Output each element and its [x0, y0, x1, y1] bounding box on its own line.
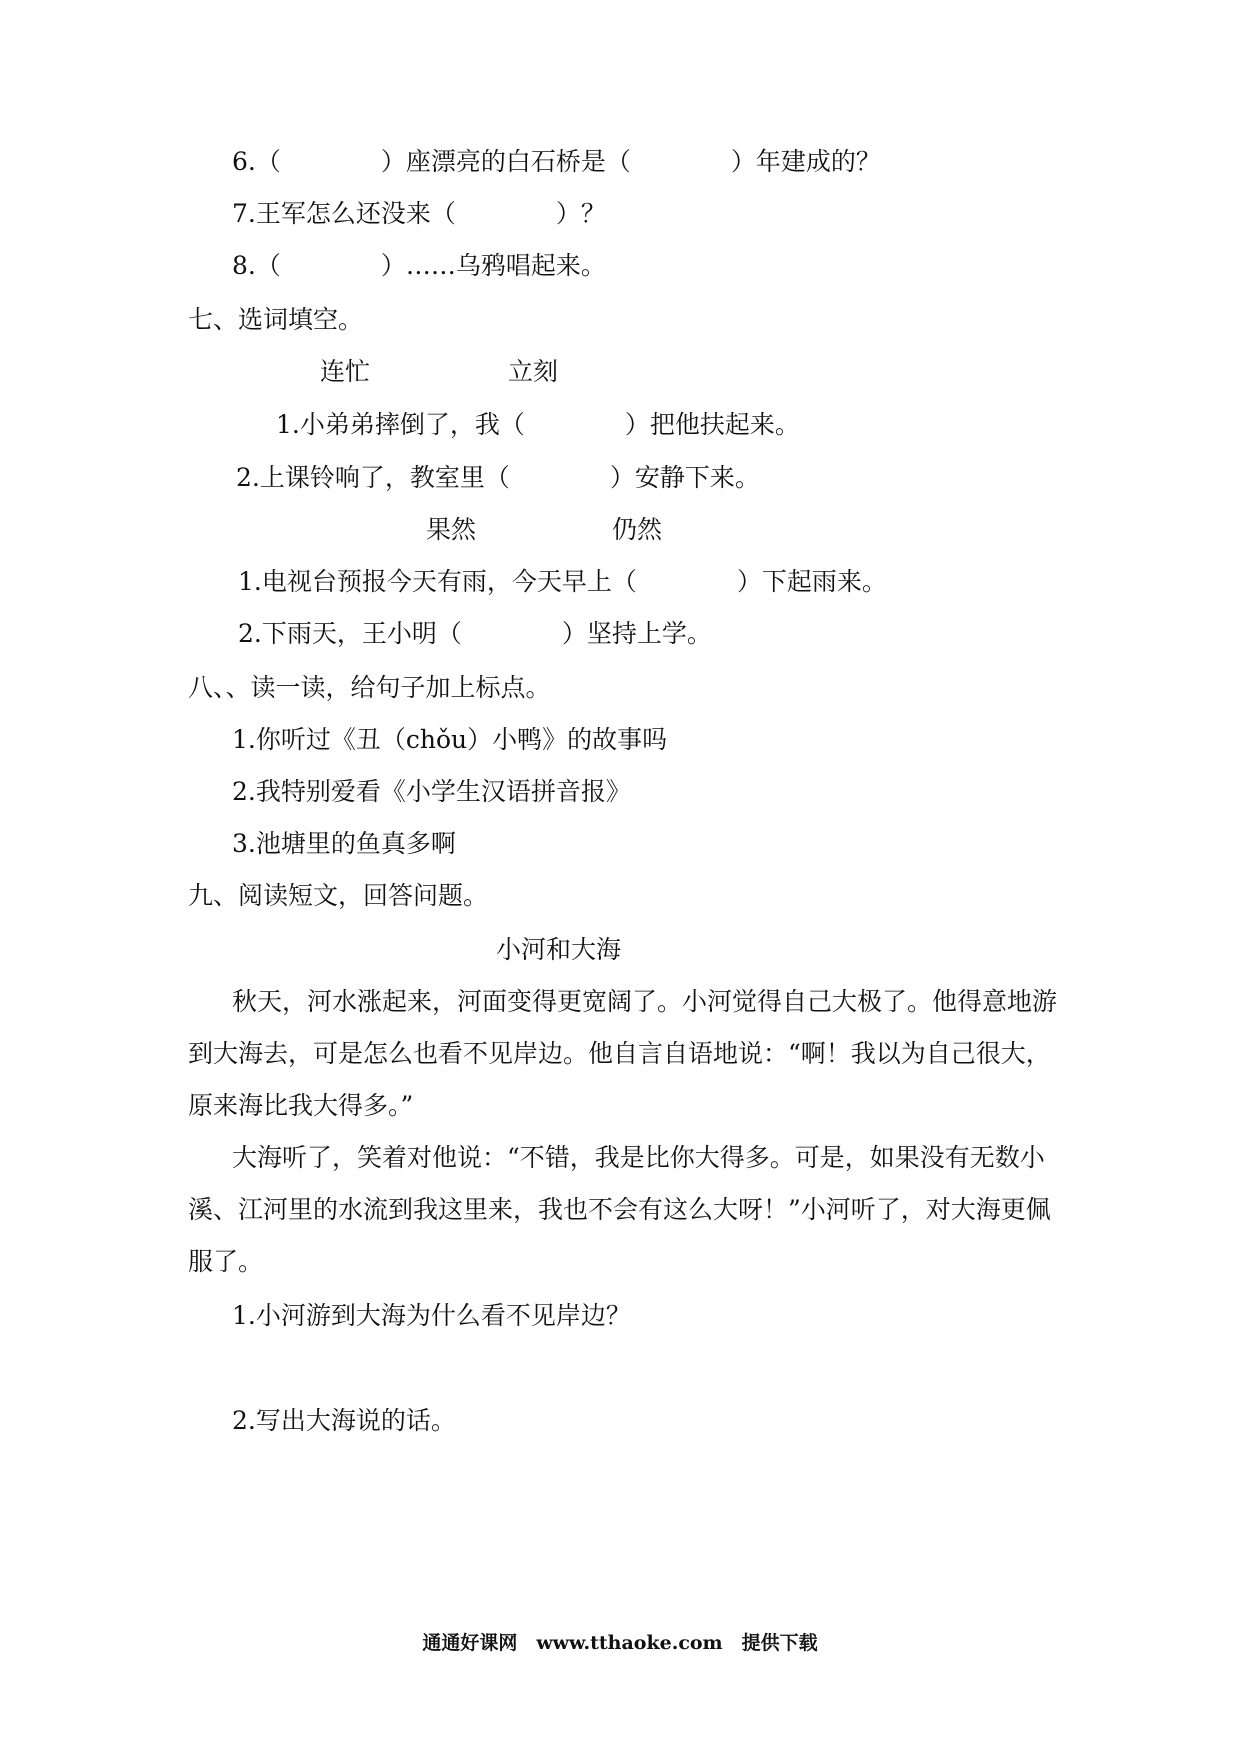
s8-item-3: 3.池塘里的鱼真多啊	[232, 829, 456, 858]
para2-line-1: 大海听了，笑着对他说：“不错，我是比你大得多。可是，如果没有无数小	[232, 1143, 1045, 1172]
s7-word-rengran: 仍然	[612, 515, 663, 544]
s9-question-2: 2.写出大海说的话。	[232, 1406, 456, 1435]
s7-g2-item-1: 1.电视台预报今天有雨，今天早上（ ）下起雨来。	[238, 567, 887, 596]
s8-item-2: 2.我特别爱看《小学生汉语拼音报》	[232, 777, 631, 806]
s7-word-like: 立刻	[508, 357, 559, 386]
footer-download-note: 通通好课网 www.tthaoke.com 提供下载	[422, 1632, 818, 1654]
s7-word-lianmang: 连忙	[320, 357, 371, 386]
section8-title: 八、、读一读，给句子加上标点。	[188, 673, 551, 702]
story-title: 小河和大海	[496, 935, 622, 964]
s7-g2-item-2: 2.下雨天，王小明（ ）坚持上学。	[238, 619, 712, 648]
section7-title: 七、选词填空。	[188, 305, 364, 334]
para1-line-2: 到大海去，可是怎么也看不见岸边。他自言自语地说：“啊！我以为自己很大，	[188, 1039, 1051, 1068]
s9-question-1: 1.小河游到大海为什么看不见岸边？	[232, 1301, 631, 1330]
s6-item-7: 7.王军怎么还没来（ ）？	[232, 199, 606, 228]
section9-title: 九、阅读短文，回答问题。	[188, 881, 489, 910]
s6-item-6: 6.（ ）座漂亮的白石桥是（ ）年建成的？	[232, 147, 881, 176]
para1-line-3: 原来海比我大得多。”	[188, 1091, 414, 1120]
para2-line-3: 服了。	[188, 1247, 264, 1276]
s7-g1-item-2: 2.上课铃响了，教室里（ ）安静下来。	[236, 463, 760, 492]
para2-line-2: 溪、江河里的水流到我这里来，我也不会有这么大呀！”小河听了，对大海更佩	[188, 1195, 1051, 1224]
s6-item-8: 8.（ ）……乌鸦唱起来。	[232, 251, 606, 280]
para1-line-1: 秋天，河水涨起来，河面变得更宽阔了。小河觉得自己大极了。他得意地游	[232, 987, 1058, 1016]
s7-g1-item-1: 1.小弟弟摔倒了，我（ ）把他扶起来。	[276, 410, 800, 439]
s8-item-1: 1.你听过《丑（chǒu）小鸭》的故事吗	[232, 725, 668, 754]
s7-word-guoran: 果然	[426, 515, 477, 544]
